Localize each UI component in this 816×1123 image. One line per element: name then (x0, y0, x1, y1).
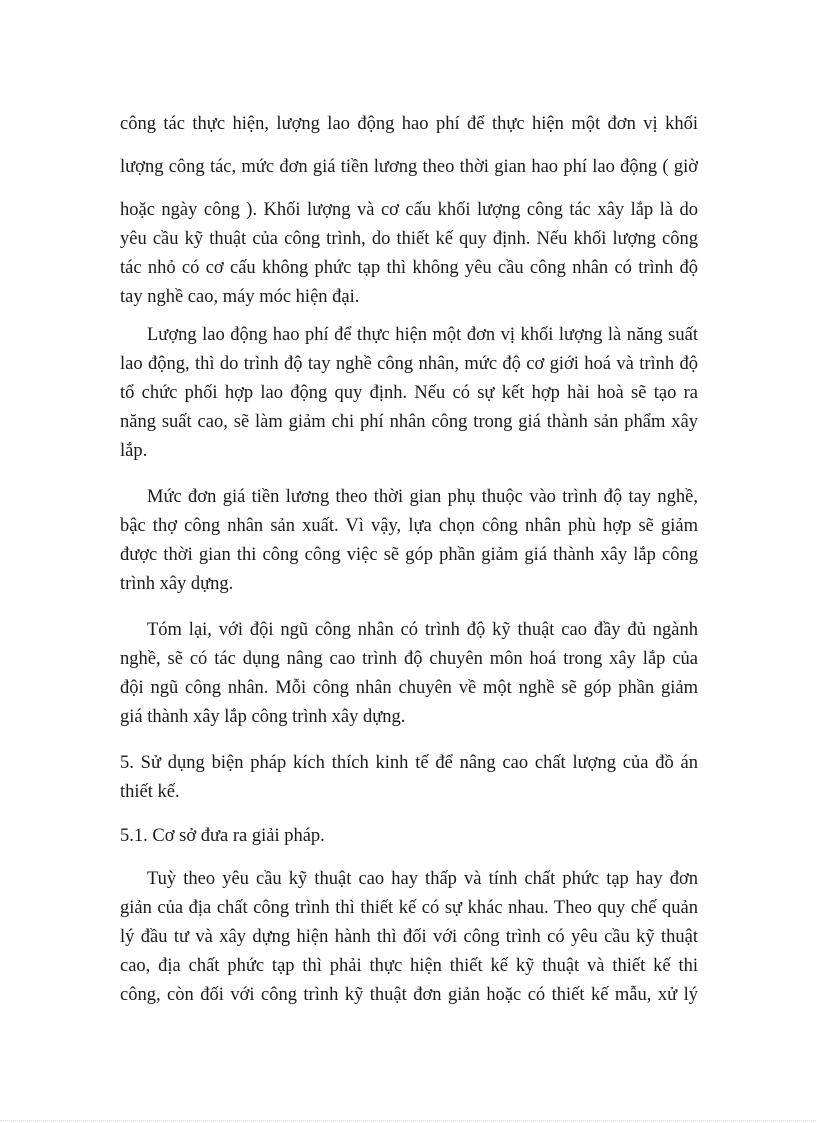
text-line: Lượng lao động hao phí để thực hiện một đơn vị khối lượng là năng suất (147, 325, 698, 345)
text-line: Mức đơn giá tiền lương theo thời gian phụ thuộc vào trình độ tay nghề, (147, 487, 698, 507)
text-line: được thời gian thi công công việc sẽ góp phần giảm giá thành xây lắp công (120, 545, 698, 565)
section-heading: thiết kế. (120, 782, 180, 802)
text-line: tay nghề cao, máy móc hiện đại. (120, 287, 360, 307)
text-line: bậc thợ công nhân sản xuất. Vì vậy, lựa chọn công nhân phù hợp sẽ giảm (120, 516, 698, 536)
text-line: công, còn đối với công trình kỹ thuật đơn giản hoặc có thiết kế mẫu, xử lý (120, 985, 698, 1005)
text-line: giản của địa chất công trình thì thiết kế có sự khác nhau. Theo quy chế quản (120, 898, 698, 918)
text-line: nghề, sẽ có tác dụng nâng cao trình độ chuyên môn hoá trong xây lắp của (120, 649, 698, 669)
text-line: giá thành xây lắp công trình xây dựng. (120, 707, 406, 727)
text-line: cao, địa chất phức tạp thì phải thực hiện thiết kế kỹ thuật và thiết kế thi (120, 956, 698, 976)
text-line: lý đầu tư và xây dựng hiện hành thì đối với công trình có yêu cầu kỹ thuật (120, 927, 698, 947)
text-line: hoặc ngày công ). Khối lượng và cơ cấu khối lượng công tác xây lắp là do (120, 200, 698, 220)
text-line: yêu cầu kỹ thuật của công trình, do thiết kế quy định. Nếu khối lượng công (120, 229, 698, 249)
page-edge-rule (0, 1120, 816, 1121)
text-line: đội ngũ công nhân. Mỗi công nhân chuyên về một nghề sẽ góp phần giảm (120, 678, 698, 698)
text-line: lao động, thì do trình độ tay nghề công nhân, mức độ cơ giới hoá và trình độ (120, 354, 698, 374)
section-heading: 5. Sử dụng biện pháp kích thích kinh tế để nâng cao chất lượng của đồ án (120, 753, 698, 773)
text-line: tổ chức phối hợp lao động quy định. Nếu có sự kết hợp hài hoà sẽ tạo ra (120, 383, 698, 403)
text-line: trình xây dựng. (120, 574, 234, 594)
text-line: năng suất cao, sẽ làm giảm chi phí nhân công trong giá thành sản phẩm xây (120, 412, 698, 432)
text-line: Tóm lại, với đội ngũ công nhân có trình độ kỹ thuật cao đầy đủ ngành (147, 620, 698, 640)
text-line: Tuỳ theo yêu cầu kỹ thuật cao hay thấp và tính chất phức tạp hay đơn (147, 869, 698, 889)
text-line: công tác thực hiện, lượng lao động hao phí để thực hiện một đơn vị khối (120, 114, 698, 134)
text-line: lượng công tác, mức đơn giá tiền lương theo thời gian hao phí lao động ( giờ (120, 157, 698, 177)
subsection-heading: 5.1. Cơ sở đưa ra giải pháp. (120, 826, 325, 846)
text-line: tác nhỏ có cơ cấu không phức tạp thì không yêu cầu công nhân có trình độ (120, 258, 698, 278)
text-line: lắp. (120, 441, 148, 461)
